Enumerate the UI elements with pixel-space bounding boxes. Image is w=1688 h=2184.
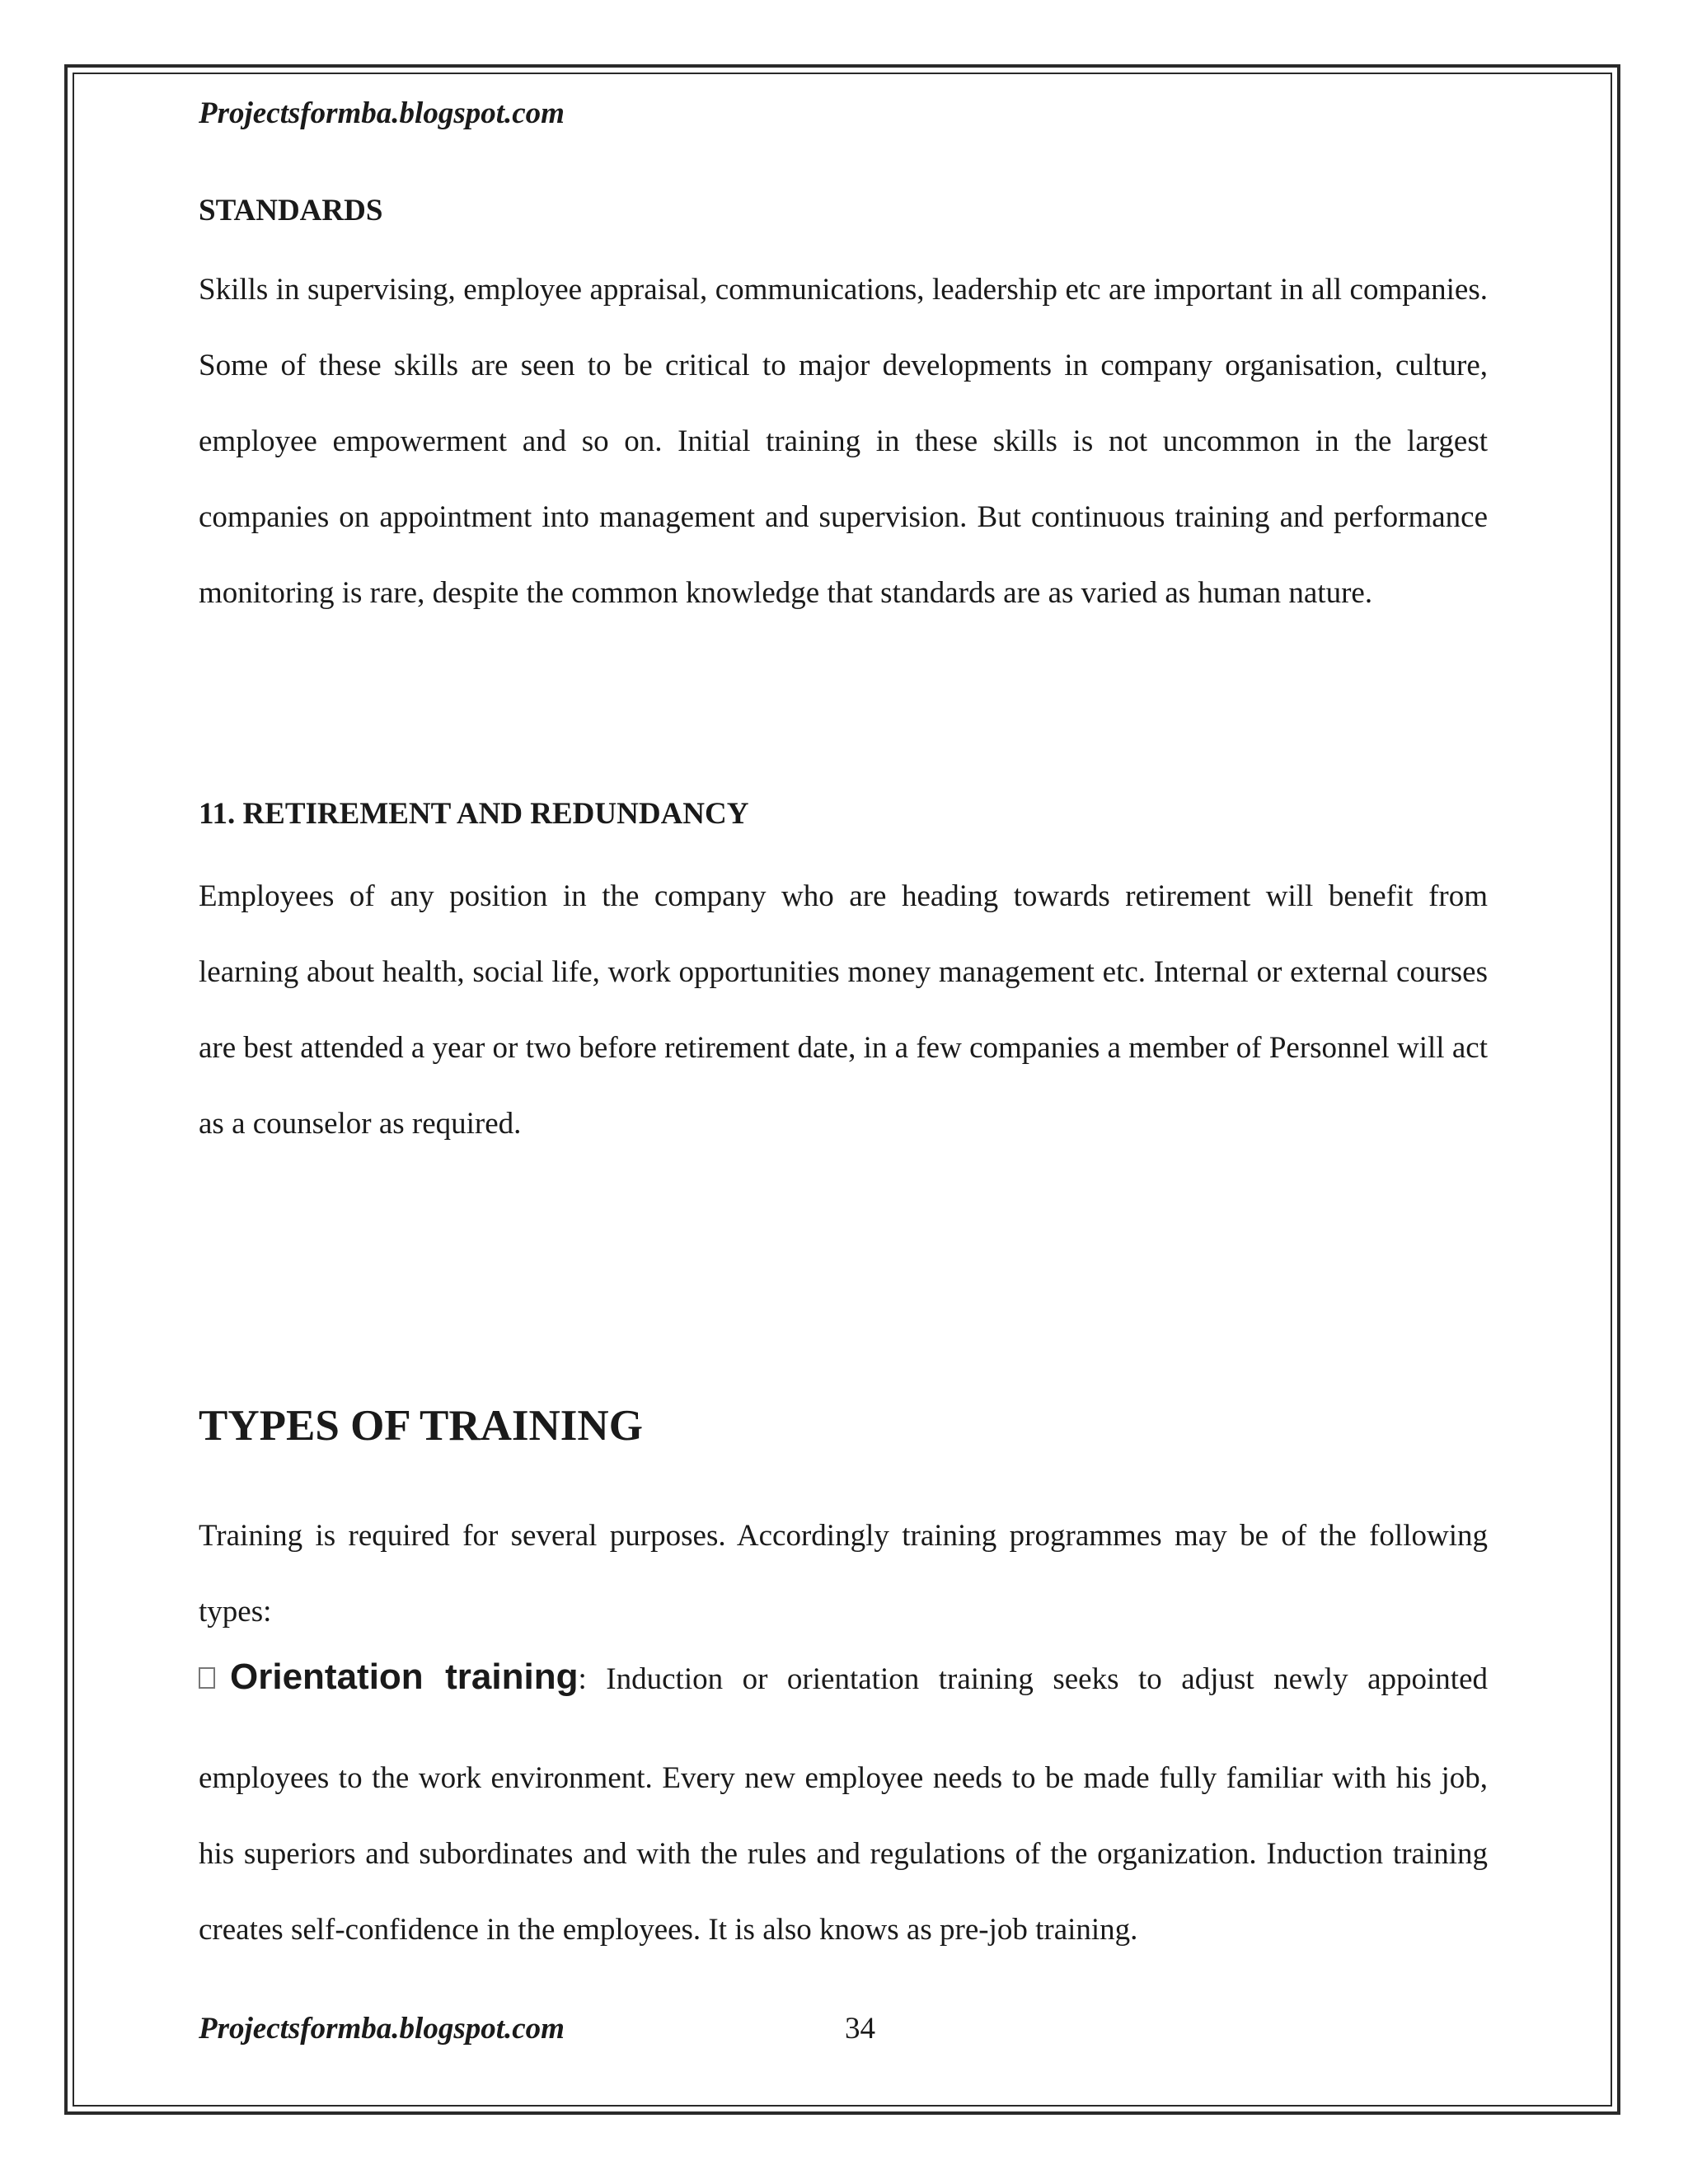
page-number: 34 bbox=[845, 2012, 875, 2046]
header-site-name: Projectsformba.blogspot.com bbox=[199, 96, 565, 130]
orientation-paragraph: employees to the work environment. Every new employee needs to be made fully familiar with his job, his superiors and subordinates and with the rules and regulations of the organization. Induction training creates self-confidence in the employees. It is also knows as pre-job training. bbox=[199, 1761, 1488, 1947]
footer-site-name: Projectsformba.blogspot.com bbox=[199, 2012, 565, 2046]
orientation-bullet-line bbox=[199, 1657, 1488, 1698]
orientation-term: Orientation training bbox=[230, 1657, 579, 1697]
orientation-first-line: : Induction or orientation training seeks to adjust newly appointed bbox=[578, 1662, 1489, 1696]
bullet-box-icon bbox=[199, 1667, 215, 1689]
retirement-heading: 11. RETIREMENT AND REDUNDANCY bbox=[199, 797, 749, 831]
types-intro-paragraph: Training is required for several purposes. Accordingly training programmes may be of the following types: bbox=[199, 1519, 1488, 1629]
retirement-paragraph: Employees of any position in the company who are heading towards retirement will benefit from learning about health, social life, work opportunities money management etc. Internal or external courses are best attended a year or two before retirement date, in a few companies a member of Personnel will act as a counselor as required. bbox=[199, 879, 1488, 1141]
standards-heading: STANDARDS bbox=[199, 194, 383, 227]
types-of-training-heading: TYPES OF TRAINING bbox=[199, 1402, 643, 1450]
standards-paragraph: Skills in supervising, employee appraisal, communications, leadership etc are important in all companies. Some of these skills are seen to be critical to major developments in company organisation, culture, employee empowerment and so on. Initial training in these skills is not uncommon in the largest companies on appointment into management and supervision. But continuous training and performance monitoring is rare, despite the common knowledge that standards are as varied as human nature. bbox=[199, 273, 1488, 610]
